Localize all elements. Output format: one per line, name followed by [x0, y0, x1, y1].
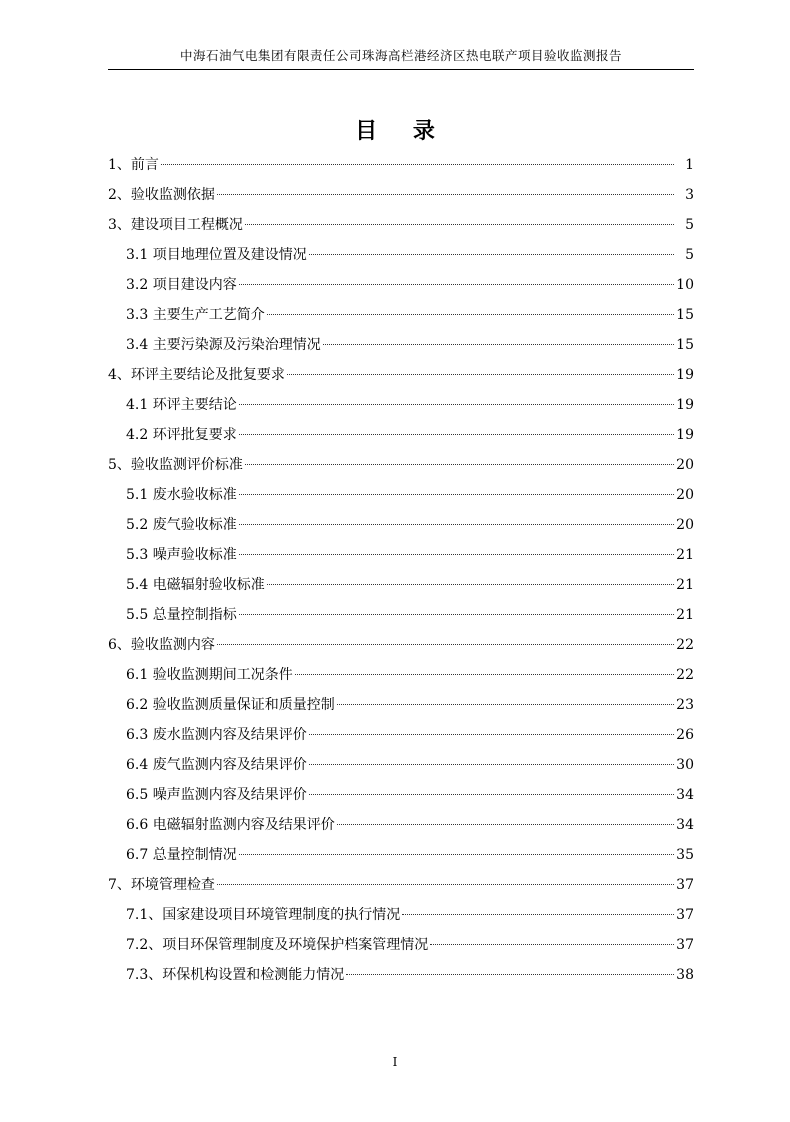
toc-entry-label: 4、环评主要结论及批复要求	[108, 367, 285, 383]
toc-entry-page: 20	[676, 457, 694, 473]
toc-entry[interactable]	[108, 870, 694, 900]
toc-entry-page: 26	[676, 727, 694, 743]
table-of-contents	[108, 150, 694, 990]
toc-dot-leader	[217, 884, 674, 885]
toc-dot-leader	[217, 644, 674, 645]
toc-entry-label: 5.5 总量控制指标	[126, 607, 237, 623]
toc-dot-leader	[239, 854, 674, 855]
toc-entry-page: 15	[676, 307, 694, 323]
toc-entry-label: 7.3、环保机构设置和检测能力情况	[126, 967, 345, 983]
toc-entry-page: 35	[676, 847, 694, 863]
toc-entry-label: 6、验收监测内容	[108, 637, 215, 653]
toc-entry-page: 19	[676, 397, 694, 413]
toc-entry[interactable]	[108, 420, 694, 450]
toc-entry[interactable]	[108, 540, 694, 570]
toc-entry[interactable]	[108, 660, 694, 690]
toc-entry[interactable]	[108, 210, 694, 240]
toc-entry-page: 38	[676, 967, 694, 983]
toc-entry-page: 5	[685, 247, 694, 263]
toc-dot-leader	[309, 254, 674, 255]
toc-entry[interactable]	[108, 270, 694, 300]
toc-entry-label: 5.3 噪声验收标准	[126, 547, 237, 563]
toc-dot-leader	[337, 824, 674, 825]
toc-dot-leader	[287, 374, 674, 375]
toc-entry-page: 22	[676, 667, 694, 683]
toc-entry-page: 30	[676, 757, 694, 773]
toc-entry[interactable]	[108, 960, 694, 990]
toc-entry-label: 6.5 噪声监测内容及结果评价	[126, 787, 307, 803]
toc-dot-leader	[309, 764, 674, 765]
toc-entry[interactable]	[108, 780, 694, 810]
toc-entry[interactable]	[108, 600, 694, 630]
toc-dot-leader	[239, 494, 674, 495]
toc-entry-page: 20	[676, 517, 694, 533]
page-number: I	[392, 1055, 398, 1069]
toc-entry[interactable]	[108, 900, 694, 930]
toc-dot-leader	[267, 314, 674, 315]
toc-entry-page: 19	[676, 367, 694, 383]
toc-entry-page: 21	[676, 607, 694, 623]
toc-entry-page: 5	[685, 217, 694, 233]
toc-entry[interactable]	[108, 360, 694, 390]
toc-entry-page: 34	[676, 817, 694, 833]
toc-entry-page: 37	[676, 907, 694, 923]
toc-entry[interactable]	[108, 180, 694, 210]
toc-entry-page: 19	[676, 427, 694, 443]
toc-entry[interactable]	[108, 330, 694, 360]
toc-entry-page: 37	[676, 877, 694, 893]
toc-entry-label: 3.1 项目地理位置及建设情况	[126, 247, 307, 263]
running-header: 中海石油气电集团有限责任公司珠海高栏港经济区热电联产项目验收监测报告	[179, 48, 622, 63]
toc-entry[interactable]	[108, 450, 694, 480]
toc-entry-page: 22	[676, 637, 694, 653]
toc-dot-leader	[245, 224, 674, 225]
toc-dot-leader	[239, 614, 674, 615]
toc-dot-leader	[295, 674, 674, 675]
toc-entry[interactable]	[108, 720, 694, 750]
toc-entry-label: 6.4 废气监测内容及结果评价	[126, 757, 307, 773]
page-title: 目 录	[355, 118, 449, 144]
toc-dot-leader	[309, 794, 674, 795]
toc-entry-page: 3	[685, 187, 694, 203]
toc-entry-page: 10	[676, 277, 694, 293]
toc-entry-label: 7.1、国家建设项目环境管理制度的执行情况	[126, 907, 401, 923]
toc-dot-leader	[239, 434, 674, 435]
toc-dot-leader	[267, 584, 674, 585]
toc-entry-page: 37	[676, 937, 694, 953]
toc-entry[interactable]	[108, 240, 694, 270]
toc-entry-page: 34	[676, 787, 694, 803]
toc-entry[interactable]	[108, 690, 694, 720]
toc-entry-label: 3.3 主要生产工艺简介	[126, 307, 265, 323]
toc-dot-leader	[323, 344, 674, 345]
toc-entry-label: 6.3 废水监测内容及结果评价	[126, 727, 307, 743]
toc-dot-leader	[239, 284, 674, 285]
toc-entry[interactable]	[108, 630, 694, 660]
toc-entry-page: 1	[685, 157, 694, 173]
toc-entry[interactable]	[108, 570, 694, 600]
toc-dot-leader	[239, 524, 674, 525]
toc-entry[interactable]	[108, 750, 694, 780]
toc-entry-label: 7.2、项目环保管理制度及环境保护档案管理情况	[126, 937, 429, 953]
toc-entry-label: 7、环境管理检查	[108, 877, 215, 893]
toc-dot-leader	[309, 734, 674, 735]
toc-entry[interactable]	[108, 150, 694, 180]
toc-entry-label: 6.6 电磁辐射监测内容及结果评价	[126, 817, 335, 833]
toc-entry-label: 5、验收监测评价标准	[108, 457, 243, 473]
toc-entry[interactable]	[108, 510, 694, 540]
toc-entry-label: 3.4 主要污染源及污染治理情况	[126, 337, 321, 353]
toc-entry-label: 3.2 项目建设内容	[126, 277, 237, 293]
toc-entry-label: 4.1 环评主要结论	[126, 397, 237, 413]
toc-entry-page: 21	[676, 547, 694, 563]
toc-entry-page: 21	[676, 577, 694, 593]
toc-entry-label: 5.4 电磁辐射验收标准	[126, 577, 265, 593]
toc-entry-label: 5.1 废水验收标准	[126, 487, 237, 503]
toc-entry-label: 6.7 总量控制情况	[126, 847, 237, 863]
toc-entry-page: 15	[676, 337, 694, 353]
header-rule	[108, 69, 694, 70]
toc-dot-leader	[430, 944, 674, 945]
toc-entry-label: 2、验收监测依据	[108, 187, 215, 203]
toc-entry[interactable]	[108, 810, 694, 840]
toc-entry-label: 1、前言	[108, 157, 159, 173]
toc-entry-label: 5.2 废气验收标准	[126, 517, 237, 533]
toc-entry[interactable]	[108, 300, 694, 330]
toc-entry[interactable]	[108, 390, 694, 420]
toc-dot-leader	[402, 914, 674, 915]
toc-dot-leader	[245, 464, 674, 465]
toc-dot-leader	[161, 164, 674, 165]
toc-dot-leader	[346, 974, 674, 975]
toc-entry-page: 23	[676, 697, 694, 713]
toc-dot-leader	[217, 194, 674, 195]
toc-entry-page: 20	[676, 487, 694, 503]
toc-dot-leader	[239, 404, 674, 405]
toc-entry[interactable]	[108, 480, 694, 510]
toc-dot-leader	[239, 554, 674, 555]
toc-entry[interactable]	[108, 840, 694, 870]
toc-entry-label: 3、建设项目工程概况	[108, 217, 243, 233]
toc-entry[interactable]	[108, 930, 694, 960]
toc-entry-label: 4.2 环评批复要求	[126, 427, 237, 443]
toc-dot-leader	[337, 704, 674, 705]
toc-entry-label: 6.1 验收监测期间工况条件	[126, 667, 293, 683]
toc-entry-label: 6.2 验收监测质量保证和质量控制	[126, 697, 335, 713]
